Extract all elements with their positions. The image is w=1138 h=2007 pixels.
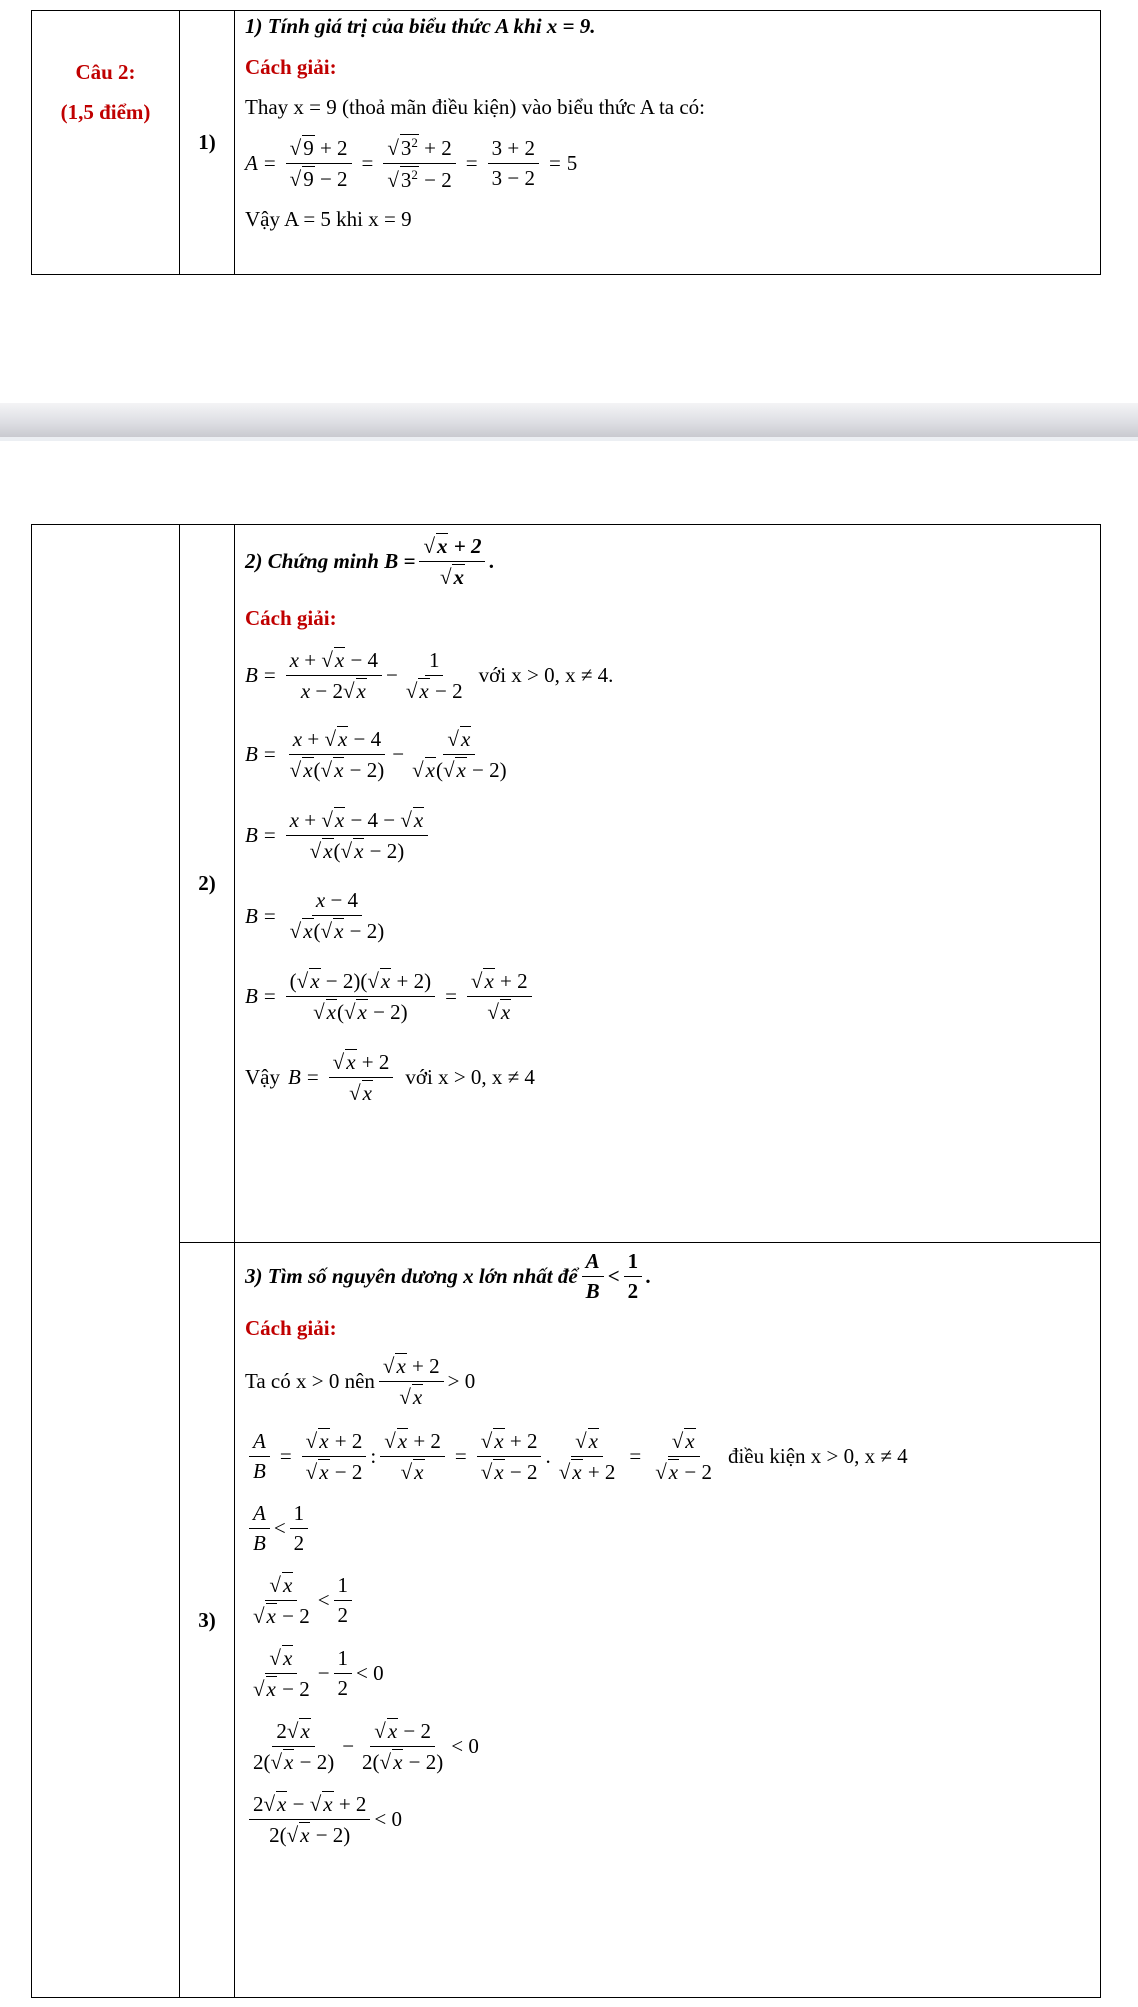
part-number-3: 3) bbox=[180, 1243, 235, 1998]
question-label: Câu 2: bbox=[75, 60, 136, 84]
part1-formula: A = $\frac{√9 + 2}{√9 - 2}$ = $\frac{√3^2 + 2}{√3^2 - 2}$ = $\frac{3 + 2}{3 - 2}$ = 5 bbox=[245, 135, 578, 192]
part2-step2: B = $\frac{x + √x - 4}{√x(√x - 2)}$ − $\frac{√x}{√x(√x - 2)}$ bbox=[245, 727, 507, 782]
part3-step2: $\frac{A}{B}$ = $\frac{√x + 2}{√x - 2}$ : $\frac{√x + 2}{√x}$ = $\frac{√x + 2}{√x - 2}$ . $\frac{√x}{√x + 2}$ = $\frac{√x}{√x - 2}$ điều kiện x > 0, x ≠ 4 bbox=[245, 1428, 1100, 1485]
part1-intro: Thay x = 9 (thoả mãn điều kiện) vào biểu thức A ta có: bbox=[245, 95, 706, 119]
page-separator-shadow bbox=[0, 437, 1138, 441]
solution-table-parts-2-3 bbox=[31, 524, 1101, 1998]
part1-method-heading: Cách giải: bbox=[245, 55, 337, 79]
part3-method-heading: Cách giải: bbox=[245, 1316, 337, 1340]
solution-table-part1 bbox=[31, 10, 1101, 275]
part3-step4: $\frac{√x}{√x - 2}$ < $\frac{1}{2}$ bbox=[245, 1572, 1100, 1629]
part3-task: 3) Tìm số nguyên dương x lớn nhất để $\frac{A}{B}$ < $\frac{1}{2}$ . bbox=[245, 1249, 652, 1303]
part3-step3: $\frac{A}{B}$ < $\frac{1}{2}$ bbox=[245, 1501, 1100, 1556]
part3-step7: $\frac{2√x - √x + 2}{2(√x - 2)}$ < 0 bbox=[245, 1791, 1100, 1848]
part3-step6: $\frac{2√x}{2(√x - 2)}$ − $\frac{√x - 2}{2(√x - 2)}$ < 0 bbox=[253, 1719, 479, 1774]
question-points: (1,5 điểm) bbox=[60, 99, 151, 124]
part-number-2: 2) bbox=[180, 525, 235, 1243]
part2-condition: với x > 0, x ≠ 4. bbox=[478, 663, 614, 687]
part2-step5: B = $\frac{(√x - 2)(√x + 2)}{√x(√x - 2)}$ = $\frac{√x + 2}{√x}$ bbox=[245, 968, 1100, 1025]
question-cell-empty bbox=[32, 525, 180, 1998]
question-cell bbox=[32, 11, 180, 275]
part3-step5: $\frac{√x}{√x - 2}$ − $\frac{1}{2}$ < 0 bbox=[253, 1646, 384, 1701]
part2-step3: B = $\frac{x + √x - 4 - √x}{√x(√x - 2)}$ bbox=[245, 807, 1100, 864]
part2-step1: B = $\frac{x + √x - 4}{x - 2√x}$ − $\frac{1}{√x - 2}$ với x > 0, x ≠ 4. bbox=[245, 647, 614, 703]
part2-task: 2) Chứng minh B = $\frac{√x + 2}{√x}$ . bbox=[245, 534, 495, 589]
part2-conclusion: Vậy B = $\frac{√x + 2}{√x}$ với x > 0, x ≠ 4 bbox=[245, 1050, 535, 1105]
part3-step1: Ta có x > 0 nên $\frac{√x + 2}{√x}$ > 0 bbox=[245, 1354, 476, 1409]
part2-method-heading: Cách giải: bbox=[245, 606, 337, 630]
page-separator bbox=[0, 403, 1138, 437]
part3-content bbox=[235, 1243, 1101, 1998]
part1-conclusion: Vậy A = 5 khi x = 9 bbox=[245, 207, 412, 231]
part2-content bbox=[235, 525, 1101, 1243]
part2-step4: B = $\frac{x - 4}{√x(√x - 2)}$ bbox=[245, 888, 385, 943]
part-number-1: 1) bbox=[180, 11, 235, 275]
part1-task: 1) Tính giá trị của biểu thức A khi x = 9. bbox=[245, 14, 596, 38]
part1-content bbox=[235, 11, 1101, 275]
